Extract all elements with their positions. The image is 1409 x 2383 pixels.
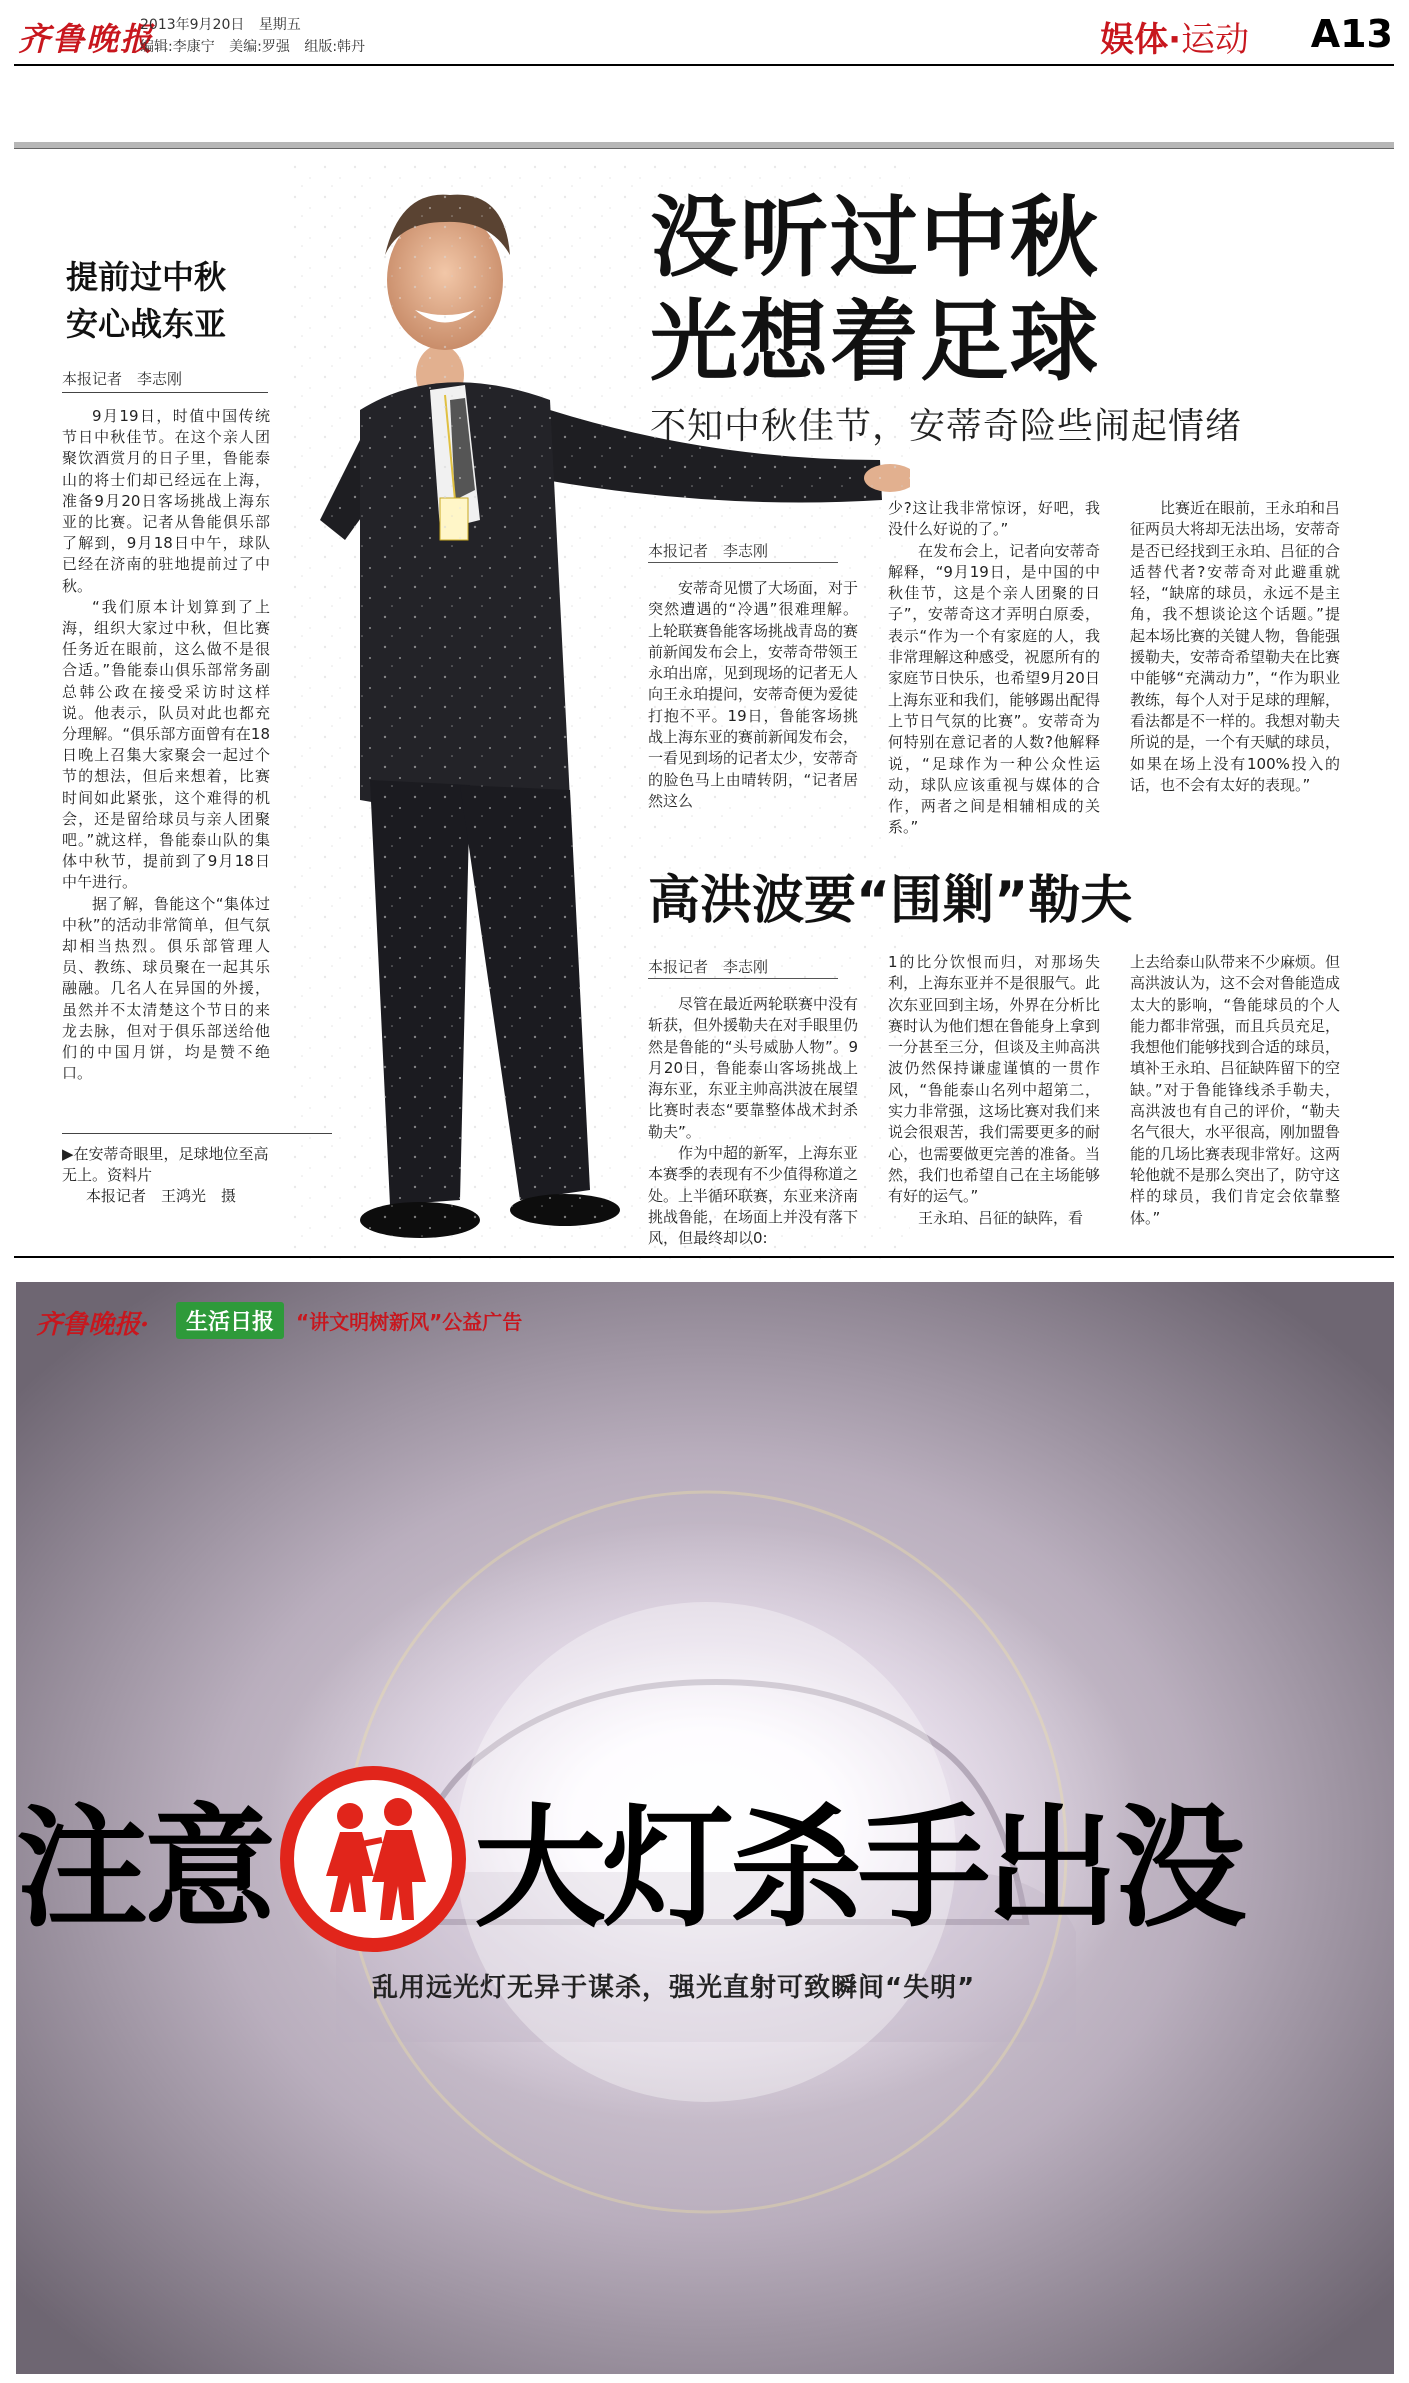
- issue-date: 2013年9月20日: [140, 17, 245, 33]
- second-byline: 本报记者 李志刚: [648, 958, 769, 976]
- main-article-col1: [648, 578, 858, 812]
- second-article-col2: [888, 952, 1100, 1229]
- ad-slogan: “讲文明树新风”公益广告: [296, 1310, 523, 1334]
- side-byline: 本报记者 李志刚: [62, 370, 183, 388]
- caption-credit: 本报记者 王鸿光 摄: [86, 1187, 237, 1205]
- second-headline: 高洪波要“围剿”勒夫: [648, 871, 1133, 931]
- section-sub: 运动: [1181, 20, 1249, 60]
- ad-title-left: 注意: [16, 1792, 272, 1946]
- side-article-title: [66, 254, 226, 348]
- main-byline-rule: [648, 562, 838, 563]
- side-title-line2: 安心战东亚: [66, 305, 227, 343]
- editor-credit: 编辑:李康宁: [140, 39, 215, 55]
- main-byline: 本报记者 李志刚: [648, 542, 769, 560]
- headline-line1: 没听过中秋: [650, 186, 1101, 289]
- ad-divider: [14, 1256, 1394, 1258]
- ad-logo2: 生活日报: [176, 1302, 284, 1339]
- photo-caption: [62, 1144, 282, 1207]
- caption-text: ▶在安蒂奇眼里，足球地位至高无上。资料片: [62, 1145, 269, 1184]
- side-paragraph: 据了解，鲁能这个“集体过中秋”的活动非常简单，但气氛却相当热烈。俱乐部管理人员、教练、球员聚在一起其乐融融。几名人在异国的外援，虽然并不太清楚这个节日的来龙去脉，但对于俱乐部送给他们的中国月饼，均是赞不绝口。: [62, 894, 270, 1083]
- side-paragraph: “我们原本计划算到了上海，组织大家过中秋，但比赛任务近在眼前，这么做不是很合适。”鲁能泰山俱乐部常务副总韩公政在接受采访时这样说。他表示，队员对此也都充分理解。“俱乐部方面曾有在18日晚上召集大家聚会一起过个节的想法，但后来想着，比赛时间如此紧张，这个难得的机会，还是留给球员与亲人团聚吧。”就这样，鲁能泰山队的集体中秋节，提前到了9月18日中午进行。: [62, 597, 270, 892]
- designer-credit: 美编:罗强: [229, 39, 290, 55]
- section-dot: ·: [1168, 20, 1181, 60]
- ad-logo: [36, 1304, 149, 1341]
- side-article-body: [62, 406, 270, 1085]
- second-paragraph: 尽管在最近两轮联赛中没有斩获，但外援勒夫在对手眼里仍然是鲁能的“头号威胁人物”。9月20日，鲁能泰山客场挑战上海东亚，东亚主帅高洪波在展望比赛时表态“要靠整体战术封杀勒夫”。: [648, 995, 859, 1141]
- issue-weekday: 星期五: [258, 17, 301, 33]
- main-headline: [650, 186, 1100, 394]
- masthead-rule: [14, 64, 1394, 66]
- section-main: 娱体: [1100, 20, 1169, 60]
- masthead-meta: [140, 14, 375, 58]
- page-number: A13: [1310, 12, 1393, 56]
- public-service-ad: [16, 1282, 1394, 2374]
- main-article-col2: [888, 498, 1100, 839]
- second-article-col3: [1130, 952, 1340, 1229]
- main-paragraph: 比赛近在眼前，王永珀和吕征两员大将却无法出场，安蒂奇是否已经找到王永珀、吕征的合适替代者?安蒂奇对此避重就轻，“缺席的球员，永远不是主角，我不想谈论这个话题。”提起本场比赛的关键人物，鲁能强援勒夫，安蒂奇希望勒夫在比赛中能够“充满动力”，“作为职业教练，每个人对于足球的理解，看法都是不一样的。我想对勒夫所说的是，一个有天赋的球员，如果在场上没有100%投入的话，也不会有太好的表现。”: [1130, 499, 1341, 794]
- main-paragraph: 少?这让我非常惊讶，好吧，我没什么好说的了。”: [888, 499, 1100, 539]
- ad-title: [16, 1762, 1394, 1954]
- layout-credit: 组版:韩丹: [304, 39, 366, 55]
- second-paragraph: 作为中超的新军，上海东亚本赛季的表现有不少值得称道之处。上半循环联赛，东亚来济南挑战鲁能，在场面上并没有落下风，但最终却以0:: [648, 1144, 859, 1248]
- ad-title-right: 大灯杀手出没: [474, 1792, 1242, 1946]
- side-title-line1: 提前过中秋: [66, 258, 227, 296]
- second-paragraph: 上去给泰山队带来不少麻烦。但高洪波认为，这不会对鲁能造成太大的影响，“鲁能球员的个人能力都非常强，而且兵员充足，我想他们能够找到合适的球员，填补王永珀、吕征缺阵留下的空缺。”对于鲁能锋线杀手勒夫，高洪波也有自己的评价，“勒夫名气很大，水平很高，刚加盟鲁能的几场比赛表现非常好。这两轮他就不是那么突出了，防守这样的球员，我们肯定会依靠整体。”: [1130, 953, 1341, 1227]
- second-article-col1: [648, 994, 858, 1250]
- section-label: [1100, 12, 1249, 61]
- main-article-col3: [1130, 498, 1340, 796]
- second-byline-rule: [648, 978, 838, 979]
- ad-logo-text: 齐鲁晚报: [36, 1310, 141, 1340]
- headline-line2: 光想着足球: [650, 290, 1101, 393]
- side-paragraph: 9月19日，时值中国传统节日中秋佳节。在这个亲人团聚饮酒赏月的日子里，鲁能泰山的将士们却已经远在上海，准备9月20日客场挑战上海东亚的比赛。记者从鲁能俱乐部了解到，9月18日中午，球队已经在济南的驻地提前过了中秋。: [62, 407, 270, 595]
- section-divider: [14, 142, 1394, 149]
- side-byline-rule: [62, 392, 268, 393]
- ad-subtitle: 乱用远光灯无异于谋杀，强光直射可致瞬间“失明”: [372, 1973, 976, 2003]
- main-subheadline: 不知中秋佳节，安蒂奇险些闹起情绪: [650, 406, 1243, 447]
- main-paragraph: 在发布会上，记者向安蒂奇解释，“9月19日，是中国的中秋佳节，这是个亲人团聚的日子”，安蒂奇这才弄明白原委，表示“作为一个有家庭的人，我非常理解这种感受，祝愿所有的家庭节日快乐，也希望9月20日上海东亚和我们，能够踢出配得上节日气氛的比赛”。安蒂奇为何特别在意记者的人数?他解释说，“足球作为一种公众性运动，球队应该重视与媒体的合作，两者之间是相辅相成的关系。”: [888, 541, 1100, 837]
- masthead-logo: 齐鲁晚报: [18, 20, 155, 58]
- ad-logo-dot: ·: [140, 1310, 150, 1340]
- second-paragraph: 1的比分饮恨而归，对那场失利，上海东亚并不是很服气。此次东亚回到主场，外界在分析比赛时认为他们想在鲁能身上拿到一分甚至三分，但谈及主帅高洪波仍然保持谦虚谨慎的一贯作风，“鲁能泰山名列中超第二，实力非常强，这场比赛对我们来说会很艰苦，我们需要更多的耐心，也需要做更完善的准备。当然，我们也希望自己在主场能够有好的运气。”: [888, 953, 1100, 1206]
- second-paragraph: 王永珀、吕征的缺阵，看: [918, 1208, 1084, 1227]
- main-paragraph: 安蒂奇见惯了大场面，对于突然遭遇的“冷遇”很难理解。上轮联赛鲁能客场挑战青岛的赛前新闻发布会上，安蒂奇带领王永珀出席，见到现场的记者无人向王永珀提问，安蒂奇便为爱徒打抱不平。19日，鲁能客场挑战上海东亚的赛前新闻发布会，一看见到场的记者太少，安蒂奇的脸色马上由晴转阴，“记者居然这么: [648, 579, 859, 810]
- children-crossing-icon: [278, 1764, 468, 1954]
